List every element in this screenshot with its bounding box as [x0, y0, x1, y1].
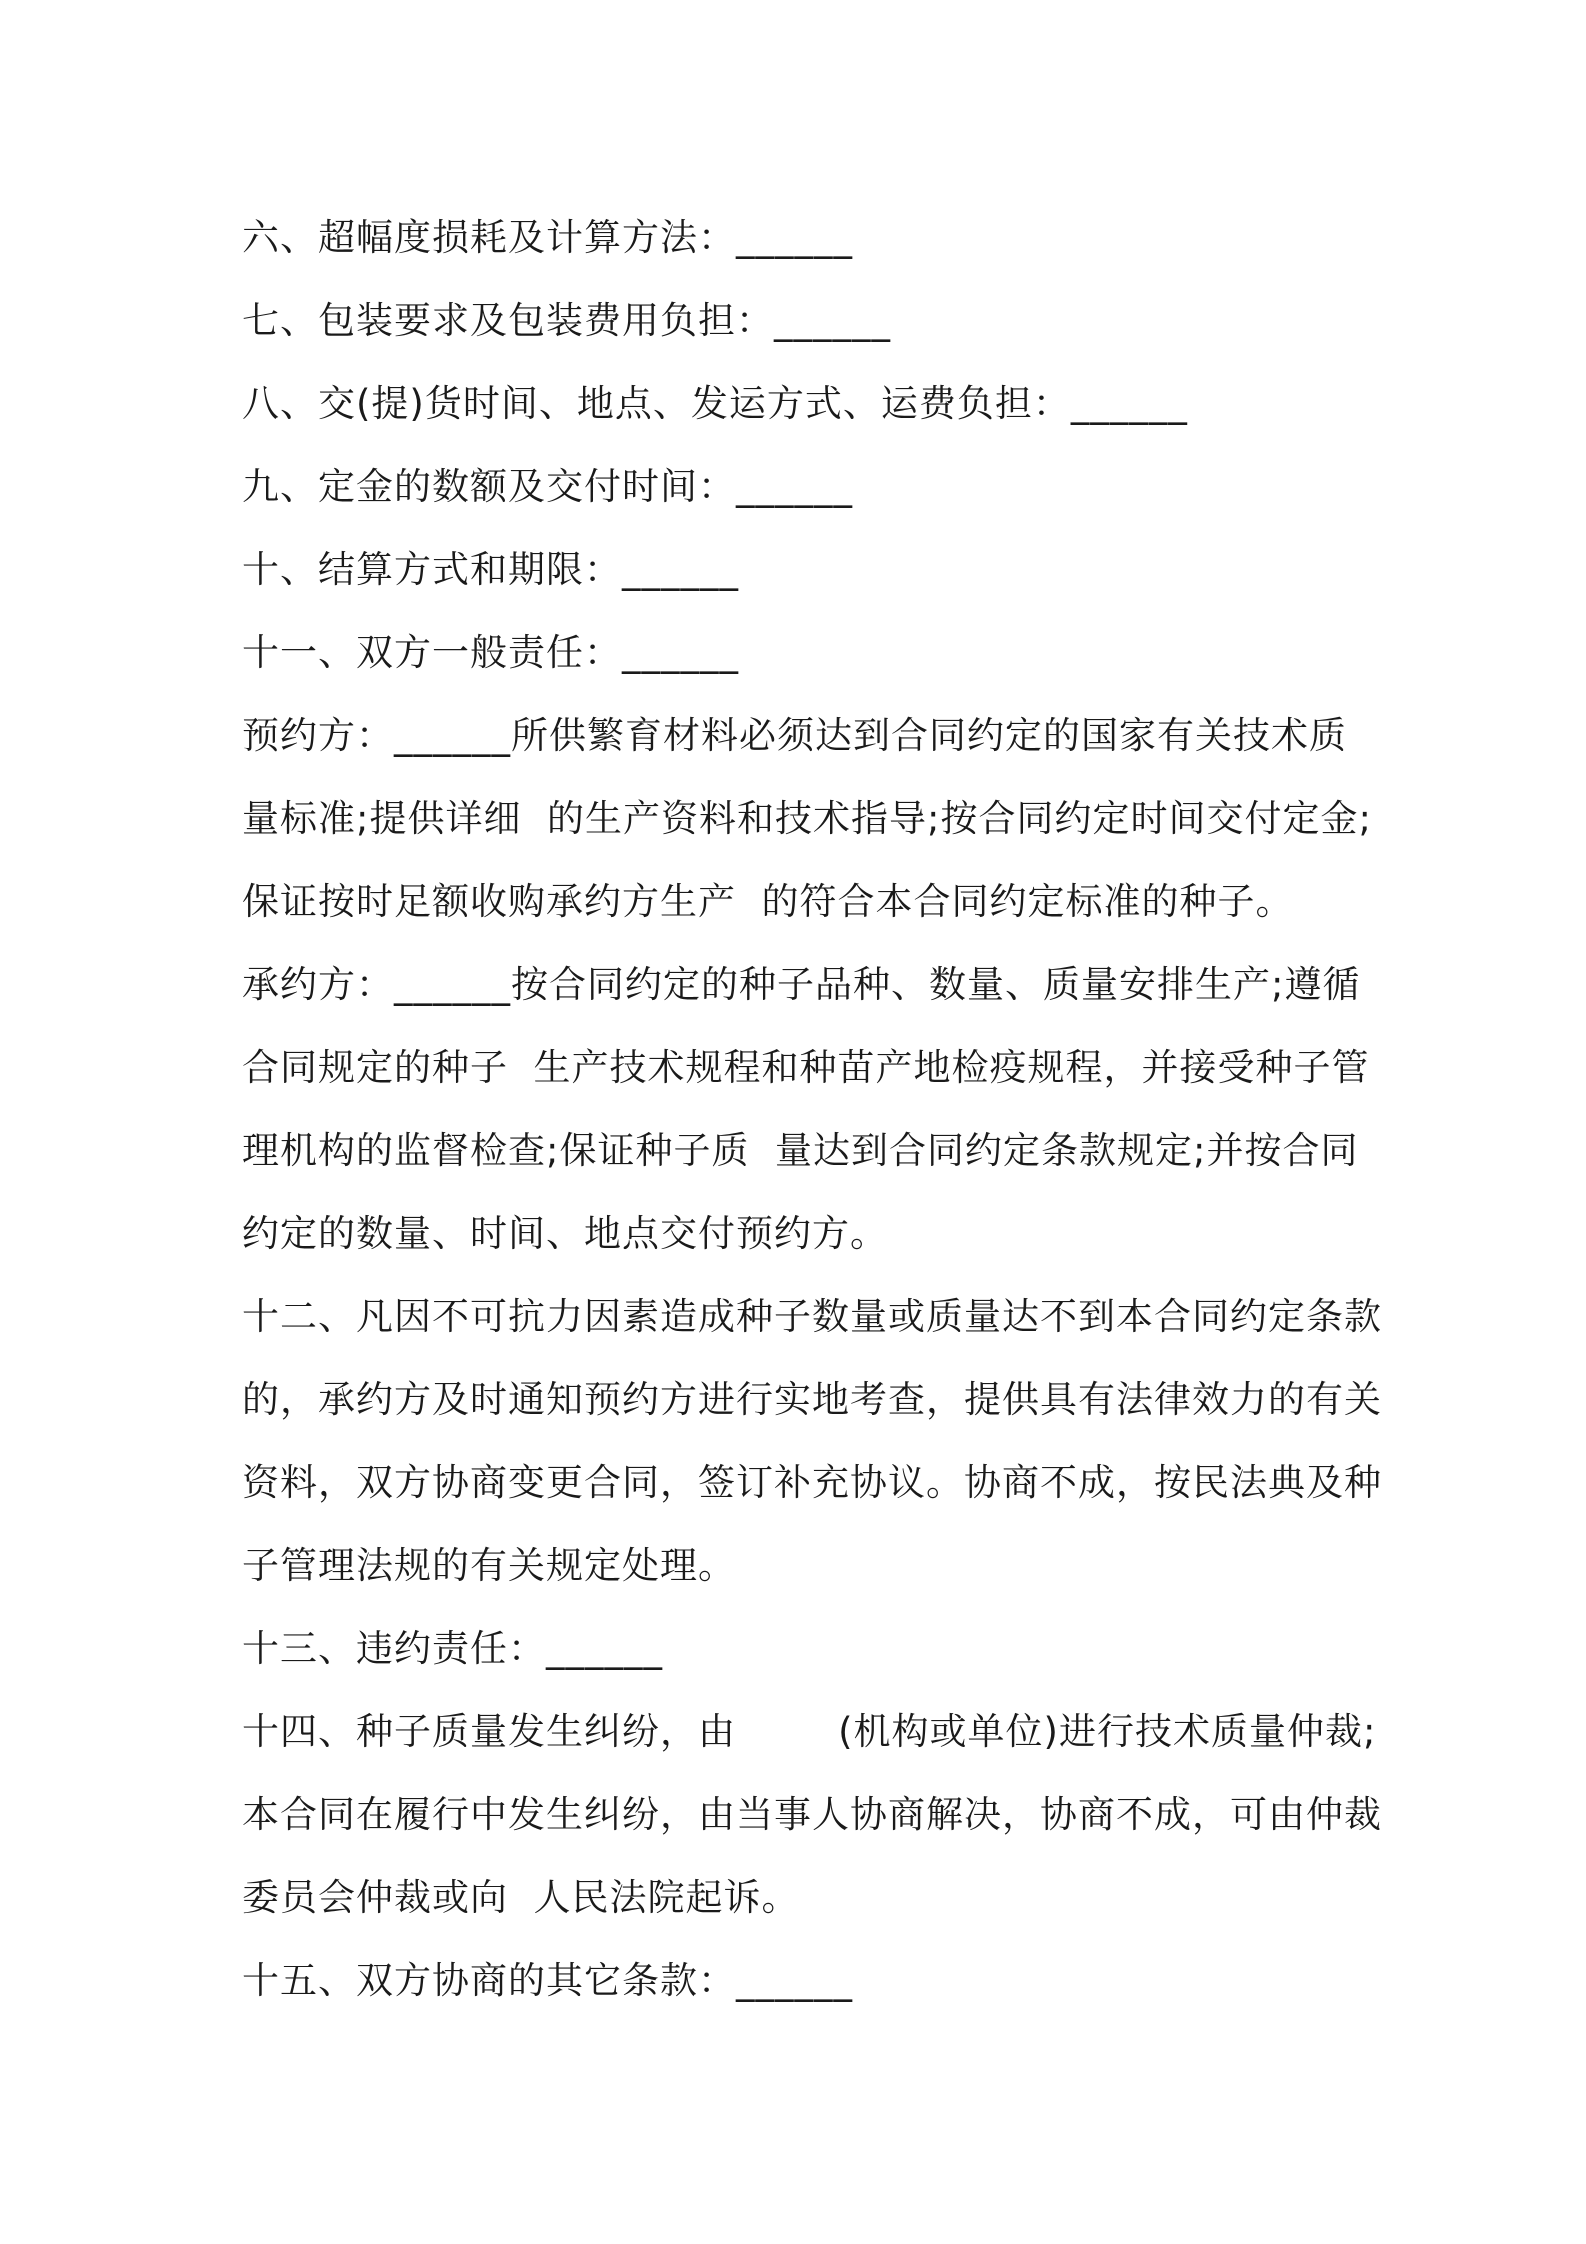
contract-page	[242, 196, 1382, 2022]
clause-7: 七、包装要求及包装费用负担：______	[242, 299, 891, 342]
clause-12-line: 十二、凡因不可抗力因素造成种子数量或质量达不到本合同约定条款	[242, 1295, 1382, 1338]
clause-14-line: 委员会仲裁或向 人民法院起诉。	[242, 1876, 800, 1919]
clause-14-line: 十四、种子质量发生纠纷，由 (机构或单位)进行技术质量仲裁;	[242, 1710, 1377, 1753]
clause-9: 九、定金的数额及交付时间：______	[242, 465, 853, 508]
clause-12-line: 子管理法规的有关规定处理。	[242, 1544, 736, 1587]
clause-12-line: 的，承约方及时通知预约方进行实地考查，提供具有法律效力的有关	[242, 1378, 1382, 1421]
clause-15: 十五、双方协商的其它条款：______	[242, 1959, 853, 2002]
party-b-text-line: 约定的数量、时间、地点交付预约方。	[242, 1212, 888, 1255]
party-b-text-line: 承约方：______按合同约定的种子品种、数量、质量安排生产;遵循	[242, 963, 1361, 1006]
party-b-text-line: 理机构的监督检查;保证种子质 量达到合同约定条款规定;并按合同	[242, 1129, 1359, 1172]
clause-10: 十、结算方式和期限：______	[242, 548, 739, 591]
clause-13: 十三、违约责任：______	[242, 1627, 663, 1670]
clause-6: 六、超幅度损耗及计算方法：______	[242, 216, 853, 259]
clause-8: 八、交(提)货时间、地点、发运方式、运费负担：______	[242, 382, 1188, 425]
party-a-text-line: 预约方：______所供繁育材料必须达到合同约定的国家有关技术质	[242, 714, 1347, 757]
party-a-text-line: 保证按时足额收购承约方生产 的符合本合同约定标准的种子。	[242, 880, 1294, 923]
party-b-text-line: 合同规定的种子 生产技术规程和种苗产地检疫规程，并接受种子管	[242, 1046, 1370, 1089]
clause-12-line: 资料，双方协商变更合同，签订补充协议。协商不成，按民法典及种	[242, 1461, 1382, 1504]
clause-11: 十一、双方一般责任：______	[242, 631, 739, 674]
clause-14-line: 本合同在履行中发生纠纷，由当事人协商解决，协商不成，可由仲裁	[242, 1793, 1382, 1836]
party-a-text-line: 量标准;提供详细 的生产资料和技术指导;按合同约定时间交付定金;	[242, 797, 1372, 840]
